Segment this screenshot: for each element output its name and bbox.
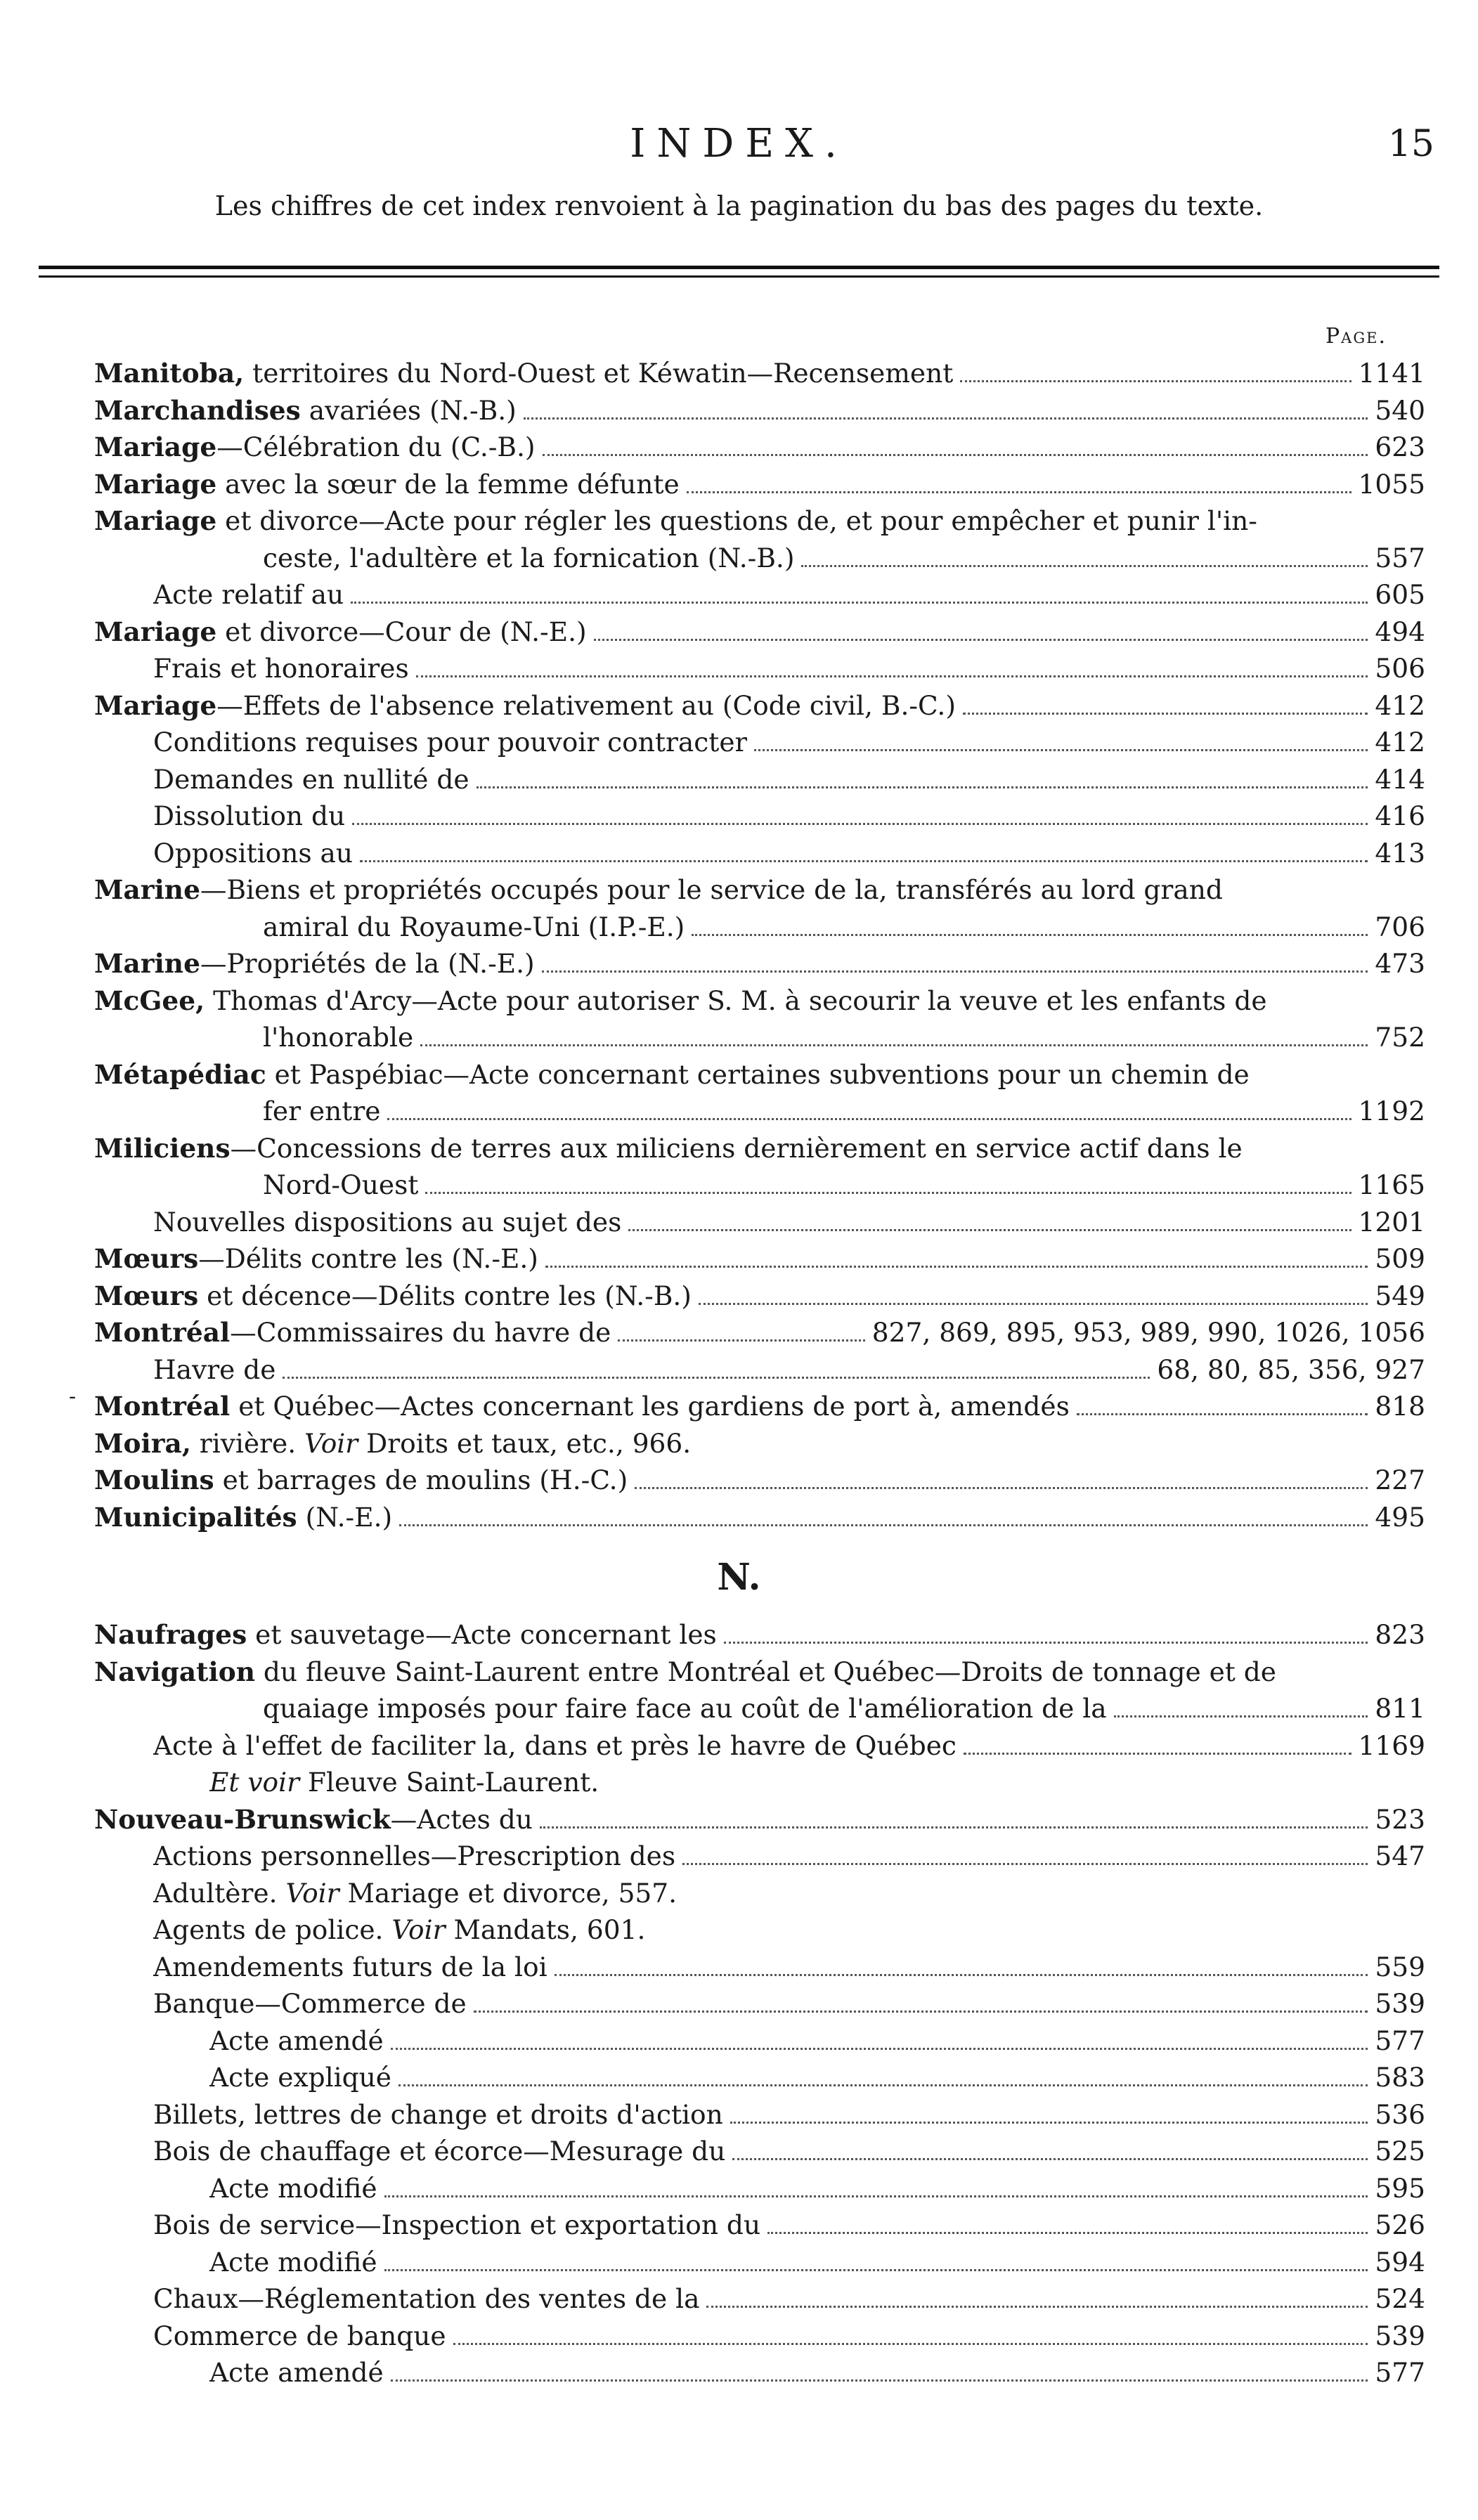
index-entry (94, 2280, 1425, 2318)
entry-body: l'honorable (263, 1022, 414, 1053)
dot-leader (963, 713, 1368, 715)
entry-text (94, 1388, 1070, 1425)
page-reference: 577 (1375, 2025, 1425, 2056)
entry-text (153, 1727, 957, 1765)
entry-heading: Naufrages (94, 1619, 247, 1650)
entry-text (94, 1314, 611, 1351)
entry-text (263, 1093, 380, 1130)
entry-heading: Marine (94, 874, 200, 905)
entry-text (94, 1425, 691, 1462)
entry-body: —Propriétés de la (N.-E.) (200, 948, 535, 979)
index-entry (94, 613, 1425, 651)
entry-text (153, 2096, 723, 2133)
entry-text (153, 761, 469, 798)
entry-body: et divorce—Acte pour régler les questions de, et pour empêcher et punir l'in- (216, 505, 1257, 536)
entry-body: Bois de service—Inspection et exportation du (153, 2209, 761, 2240)
page-reference: 536 (1375, 2098, 1425, 2130)
entry-body: rivière. (190, 1427, 305, 1459)
entry-heading: Mariage (94, 468, 217, 500)
dot-leader (351, 602, 1368, 604)
page-reference: 412 (1375, 689, 1425, 721)
index-entry (94, 982, 1425, 1020)
index-entry (94, 502, 1425, 540)
dot-leader (540, 1826, 1368, 1829)
entry-text (153, 1351, 275, 1389)
entry-text (209, 2170, 377, 2207)
entry-body: Billets, lettres de change et droits d'action (153, 2098, 723, 2130)
page-reference: 524 (1375, 2283, 1425, 2314)
entry-body: Thomas d'Arcy—Acte pour autoriser S. M. à secourir la veuve et les enfants de (205, 985, 1267, 1016)
page-reference: 540 (1375, 394, 1425, 426)
entry-body: Nouvelles dispositions au sujet des (153, 1206, 622, 1238)
entry-text (153, 1949, 547, 1986)
entry-text (209, 2354, 384, 2391)
dot-leader (732, 2158, 1368, 2160)
dot-leader (391, 2048, 1368, 2050)
index-entry (94, 724, 1425, 761)
page-reference: 1201 (1358, 1206, 1425, 1238)
entry-text (94, 1462, 628, 1499)
dot-leader (801, 565, 1368, 567)
index-entry (94, 761, 1425, 798)
entry-text (153, 835, 353, 872)
entry-body: et barrages de moulins (H.-C.) (214, 1464, 628, 1495)
entry-text (94, 871, 1223, 909)
entry-body: Acte à l'effet de faciliter la, dans et près le havre de Québec (153, 1729, 957, 1761)
see-reference: Voir (285, 1877, 339, 1909)
dot-leader (682, 1863, 1368, 1865)
entry-body: Dissolution du (153, 800, 346, 831)
entry-heading: Mariage (94, 431, 217, 462)
page-reference: 706 (1375, 911, 1425, 942)
index-entry (94, 871, 1425, 909)
margin-dash-mark: - (69, 1384, 77, 1409)
entry-heading: Mariage (94, 689, 217, 721)
entry-body: et décence—Délits contre les (N.-B.) (198, 1280, 692, 1311)
entry-heading: Manitoba, (94, 358, 245, 389)
entry-text (94, 945, 535, 982)
entry-heading: Municipalités (94, 1501, 297, 1533)
page-reference: 227 (1375, 1464, 1425, 1495)
entry-body: Banque—Commerce de (153, 1988, 467, 2019)
entry-body: Acte modifié (209, 2246, 377, 2278)
index-entry (94, 1056, 1425, 1093)
entry-text (94, 1240, 538, 1278)
entry-heading: Miliciens (94, 1132, 231, 1164)
index-entry (94, 1093, 1425, 1130)
entry-reference-target: Mandats, 601. (445, 1914, 646, 1945)
entry-text (94, 1278, 692, 1315)
entry-text (94, 1654, 1276, 1691)
entry-text (94, 466, 680, 503)
entry-text (263, 1019, 413, 1056)
page-reference: 818 (1375, 1391, 1425, 1422)
page-title: INDEX. (630, 121, 848, 167)
entry-heading: Mœurs (94, 1280, 199, 1311)
entry-text (153, 576, 344, 613)
dot-leader (420, 1044, 1368, 1046)
index-entry (94, 687, 1425, 725)
page-reference: 1169 (1358, 1729, 1425, 1761)
entry-heading: Moulins (94, 1464, 214, 1495)
entry-text (153, 2280, 699, 2318)
index-entry (94, 1462, 1425, 1499)
dot-leader (628, 1229, 1351, 1231)
entry-reference-target: Fleuve Saint-Laurent. (299, 1767, 599, 1798)
index-entry (94, 466, 1425, 503)
entry-body: Adultère. (153, 1877, 286, 1909)
entry-heading: Métapédiac (94, 1058, 266, 1090)
page-reference: 1192 (1358, 1096, 1425, 1126)
dot-leader (635, 1487, 1368, 1489)
entry-heading: Marine (94, 948, 200, 979)
dot-leader (398, 2084, 1368, 2086)
entry-text (263, 909, 685, 946)
index-entry (94, 2096, 1425, 2133)
index-entry (94, 798, 1425, 835)
dot-leader (555, 1974, 1368, 1976)
dot-leader (391, 2379, 1368, 2382)
entry-text (153, 1911, 645, 1949)
entry-heading: Marchandises (94, 394, 301, 426)
page-reference: 547 (1375, 1840, 1425, 1871)
page-reference: 583 (1375, 2062, 1425, 2093)
entry-text (94, 1130, 1243, 1167)
dot-leader (1077, 1413, 1368, 1415)
entry-body: et Paspébiac—Acte concernant certaines subventions pour un chemin de (266, 1058, 1250, 1090)
dot-leader (594, 639, 1368, 641)
entry-text (153, 650, 409, 687)
dot-leader (687, 491, 1351, 493)
entry-body: du fleuve Saint-Laurent entre Montréal et Québec—Droits de tonnage et de (254, 1656, 1276, 1687)
page-reference: 414 (1375, 763, 1425, 795)
entry-body: —Effets de l'absence relativement au (Code civil, B.-C.) (216, 689, 956, 721)
index-entry (94, 1499, 1425, 1536)
entry-text (94, 355, 953, 392)
dot-leader (964, 1753, 1351, 1755)
index-entry (94, 355, 1425, 392)
entry-text (263, 540, 794, 577)
dot-leader (453, 2343, 1368, 2345)
header-rule-top (39, 266, 1439, 269)
index-entry (94, 2207, 1425, 2244)
index-entry (94, 1351, 1425, 1389)
entry-body: —Biens et propriétés occupés pour le service de la, transférés au lord grand (200, 874, 1223, 905)
entry-text (153, 724, 747, 761)
page-reference: 557 (1375, 542, 1425, 573)
entry-body: Amendements futurs de la loi (153, 1951, 547, 1982)
entry-body: Havre de (153, 1353, 276, 1385)
entry-heading: Montréal (94, 1391, 231, 1422)
page-reference: 509 (1375, 1243, 1425, 1274)
dot-leader (730, 2122, 1368, 2124)
index-entry (94, 650, 1425, 687)
page-reference: 495 (1375, 1501, 1425, 1533)
index-entry (94, 1314, 1425, 1351)
entry-body: quaiage imposés pour faire face au coût de l'amélioration de la (263, 1693, 1107, 1724)
dot-leader (283, 1377, 1150, 1379)
dot-leader (542, 970, 1368, 973)
entry-body: —Concessions de terres aux miliciens dernièrement en service actif dans le (230, 1132, 1243, 1164)
entry-heading: Mœurs (94, 1243, 199, 1274)
entry-body: Bois de chauffage et écorce—Mesurage du (153, 2136, 726, 2167)
dot-leader (1114, 1715, 1368, 1717)
entry-heading: Montréal (94, 1317, 231, 1348)
dot-leader (543, 454, 1368, 456)
dot-leader (524, 417, 1368, 420)
dot-leader (767, 2232, 1368, 2234)
entry-text (153, 2318, 446, 2355)
entry-text (94, 613, 587, 651)
index-entry (94, 1838, 1425, 1875)
page-reference: 605 (1375, 579, 1425, 610)
entry-text (209, 2059, 391, 2096)
entry-body: Frais et honoraires (153, 653, 409, 684)
page-reference: 539 (1375, 2320, 1425, 2351)
dot-leader (699, 1303, 1368, 1305)
page-reference: 416 (1375, 800, 1425, 831)
page-reference: 526 (1375, 2209, 1425, 2240)
page-reference: 412 (1375, 727, 1425, 758)
page-reference: 1165 (1358, 1169, 1425, 1200)
index-entry (94, 2244, 1425, 2281)
page-reference: 1141 (1358, 358, 1425, 389)
page-subtitle: Les chiffres de cet index renvoient à la pagination du bas des pages du texte. (214, 190, 1264, 221)
index-entry (94, 1388, 1425, 1425)
index-entry (94, 1801, 1425, 1838)
entry-text (209, 2244, 377, 2281)
dot-leader (692, 934, 1368, 936)
entry-text (153, 798, 345, 835)
entry-text (263, 1167, 418, 1204)
entry-body: —Commissaires du havre de (230, 1317, 611, 1348)
dot-leader (399, 1524, 1368, 1526)
entry-text (94, 429, 536, 466)
entry-text (94, 502, 1257, 540)
entry-body: Acte modifié (209, 2172, 377, 2204)
entry-body: et Québec—Actes concernant les gardiens de port à, amendés (230, 1391, 1070, 1422)
page-reference: 68, 80, 85, 356, 927 (1157, 1353, 1425, 1385)
entry-text (153, 2133, 725, 2170)
entry-reference-target: Droits et taux, etc., 966. (358, 1427, 692, 1459)
index-entry (94, 1240, 1425, 1278)
page-reference: 1055 (1358, 468, 1425, 500)
entry-text (94, 982, 1267, 1020)
index-entry (94, 1875, 1425, 1912)
dot-leader (474, 2011, 1368, 2013)
entry-body: Acte expliqué (209, 2062, 391, 2093)
entry-reference-target: Mariage et divorce, 557. (339, 1877, 678, 1909)
index-entry (94, 1278, 1425, 1315)
entry-body: Agents de police. (153, 1914, 392, 1945)
entry-body: ceste, l'adultère et la fornication (N.-B.) (263, 542, 795, 573)
index-entry (94, 540, 1425, 577)
see-reference: Voir (304, 1427, 358, 1459)
dot-leader (618, 1339, 864, 1342)
page-reference: 413 (1375, 837, 1425, 869)
index-entry (94, 909, 1425, 946)
index-entry (94, 576, 1425, 613)
dot-leader (384, 2269, 1368, 2271)
entry-body: Nord-Ouest (263, 1169, 419, 1200)
see-reference: Voir (391, 1914, 446, 1945)
entry-heading: Navigation (94, 1656, 255, 1687)
index-entry (94, 1764, 1425, 1801)
index-entry (94, 1425, 1425, 1462)
entry-body: Oppositions au (153, 837, 354, 869)
entry-body: avec la sœur de la femme défunte (216, 468, 680, 500)
entry-body: Acte amendé (209, 2357, 384, 2388)
entry-text (153, 2207, 760, 2244)
entry-text (209, 2022, 384, 2060)
index-entry (94, 429, 1425, 466)
entry-body: Commerce de banque (153, 2320, 446, 2351)
index-entry (94, 2354, 1425, 2391)
see-reference: Et voir (209, 1767, 300, 1798)
index-entry (94, 1985, 1425, 2022)
entry-body: —Délits contre les (N.-E.) (198, 1243, 538, 1274)
entry-body: Demandes en nullité de (153, 763, 469, 795)
index-entry (94, 1019, 1425, 1056)
page-reference: 827, 869, 895, 953, 989, 990, 1026, 1056 (871, 1317, 1425, 1348)
index-entry (94, 2318, 1425, 2355)
page-reference: 752 (1375, 1022, 1425, 1053)
page-column-heading: Page. (1325, 324, 1387, 349)
header-rule-bottom (39, 275, 1439, 278)
dot-leader (384, 2195, 1368, 2197)
index-entry (94, 1690, 1425, 1727)
page-reference: 559 (1375, 1951, 1425, 1982)
entry-heading: Mariage (94, 505, 217, 536)
index-entry (94, 2170, 1425, 2207)
entry-text (94, 1801, 533, 1838)
dot-leader (416, 675, 1368, 677)
entry-text (153, 1204, 621, 1241)
page-reference: 473 (1375, 948, 1425, 979)
entry-body: Chaux—Réglementation des ventes de la (153, 2283, 700, 2314)
entry-text (94, 1056, 1250, 1093)
dot-leader (352, 823, 1368, 825)
entry-text (153, 1875, 677, 1912)
page-reference: 577 (1375, 2357, 1425, 2388)
page-number: 15 (1387, 123, 1434, 165)
index-entry (94, 2022, 1425, 2060)
entry-body: amiral du Royaume-Uni (I.P.-E.) (263, 911, 685, 942)
index-entry (94, 1949, 1425, 1986)
index-entry (94, 1616, 1425, 1654)
entry-body: —Actes du (390, 1803, 533, 1835)
index-entry (94, 1130, 1425, 1167)
index-entry (94, 1654, 1425, 1691)
dot-leader (754, 749, 1368, 751)
index-entry (94, 835, 1425, 872)
dot-leader (724, 1642, 1368, 1644)
page-reference: 594 (1375, 2246, 1425, 2278)
entry-text (94, 1499, 392, 1536)
page-reference: 539 (1375, 1988, 1425, 2019)
page-reference: 494 (1375, 616, 1425, 647)
dot-leader (545, 1266, 1368, 1268)
index-entry (94, 1727, 1425, 1765)
page-reference: 811 (1375, 1693, 1425, 1724)
index-entry (94, 1911, 1425, 1949)
index-entry (94, 945, 1425, 982)
index-list-n (94, 1616, 1425, 2391)
entry-heading: Nouveau-Brunswick (94, 1803, 391, 1835)
page-reference: 823 (1375, 1619, 1425, 1650)
index-entry (94, 1167, 1425, 1204)
entry-heading: Mariage (94, 616, 217, 647)
entry-heading: McGee, (94, 985, 205, 1016)
entry-text (209, 1764, 599, 1801)
entry-text (153, 1985, 467, 2022)
index-entry (94, 2059, 1425, 2096)
entry-body: Actions personnelles—Prescription des (153, 1840, 676, 1871)
index-entry (94, 2133, 1425, 2170)
page-reference: 525 (1375, 2136, 1425, 2167)
entry-text (94, 687, 956, 725)
dot-leader (960, 380, 1351, 382)
entry-body: Acte relatif au (153, 579, 344, 610)
entry-text (94, 1616, 717, 1654)
index-list-m (94, 355, 1425, 1535)
page-reference: 549 (1375, 1280, 1425, 1311)
entry-body: et divorce—Cour de (N.-E.) (216, 616, 587, 647)
index-entry (94, 392, 1425, 429)
dot-leader (477, 786, 1368, 788)
entry-text (263, 1690, 1107, 1727)
dot-leader (425, 1192, 1351, 1194)
page-reference: 595 (1375, 2172, 1425, 2204)
entry-body: (N.-E.) (297, 1501, 393, 1533)
page-reference: 506 (1375, 653, 1425, 684)
entry-text (94, 392, 517, 429)
entry-text (153, 1838, 675, 1875)
page-reference: 523 (1375, 1803, 1425, 1835)
entry-body: fer entre (263, 1096, 381, 1126)
dot-leader (706, 2306, 1368, 2308)
page-reference: 623 (1375, 431, 1425, 462)
entry-body: avariées (N.-B.) (300, 394, 517, 426)
dot-leader (387, 1118, 1351, 1120)
dot-leader (360, 860, 1368, 862)
section-letter-n: N. (717, 1556, 761, 1599)
entry-body: et sauvetage—Acte concernant les (247, 1619, 717, 1650)
entry-body: Acte amendé (209, 2025, 384, 2056)
index-entry (94, 1204, 1425, 1241)
entry-body: —Célébration du (C.-B.) (216, 431, 536, 462)
entry-body: territoires du Nord-Ouest et Kéwatin—Recensement (244, 358, 954, 389)
entry-heading: Moira, (94, 1427, 191, 1459)
entry-body: Conditions requises pour pouvoir contracter (153, 727, 748, 758)
